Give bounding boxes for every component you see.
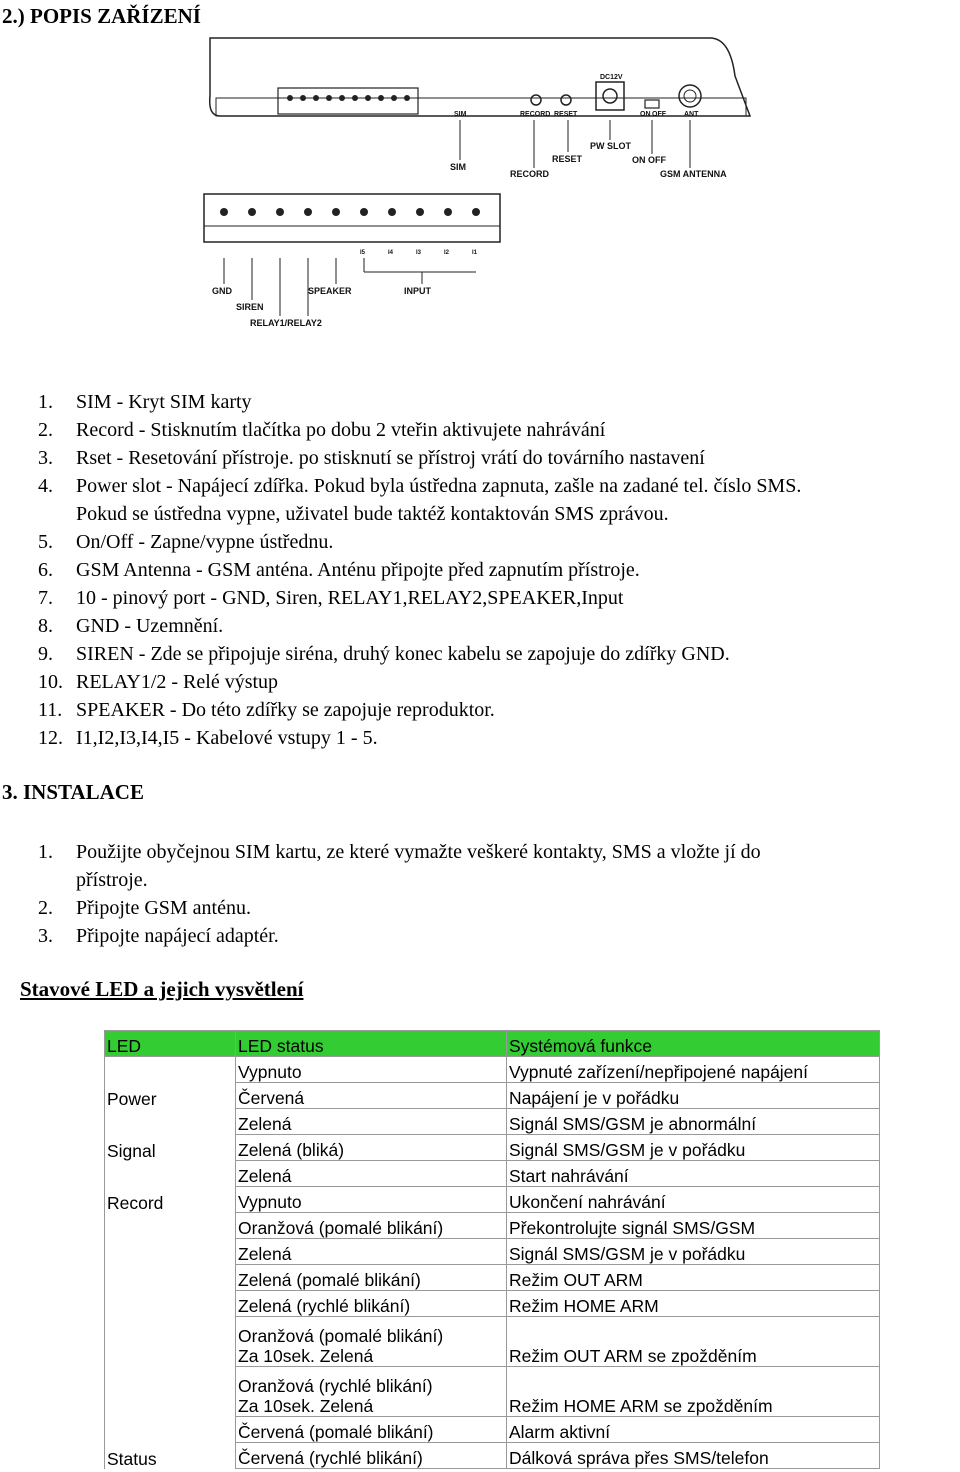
led-table (104, 1030, 880, 1469)
list-item: 1. SIM - Kryt SIM karty (38, 391, 252, 413)
callout-on-off: ON OFF (632, 155, 666, 165)
list-item: 12. I1,I2,I3,I4,I5 - Kabelové vstupy 1 - 5. (38, 727, 378, 749)
callout-sim: SIM (450, 162, 467, 172)
status-cell: Vypnuto (236, 1187, 507, 1213)
list-item: 2. Record - Stisknutím tlačítka po dobu 2 vteřin aktivujete nahrávání (38, 419, 606, 441)
on-off-switch (645, 100, 659, 108)
device-panel (216, 98, 746, 116)
header-system-function: Systémová funkce (507, 1031, 880, 1057)
led-cell (105, 1417, 236, 1443)
led-cell: Record (105, 1187, 236, 1213)
led-title: Stavové LED a jejich vysvětlení (20, 977, 304, 1001)
list-item: Pokud se ústředna vypne, uživatel bude taktéž kontaktován SMS zprávou. (76, 503, 669, 525)
section-title: 2.) POPIS ZAŘÍZENÍ (2, 4, 201, 28)
led-cell (105, 1317, 236, 1367)
function-cell: Překontrolujte signál SMS/GSM (507, 1213, 880, 1239)
led-cell (105, 1367, 236, 1417)
list-item: 10. RELAY1/2 - Relé výstup (38, 671, 279, 693)
label-speaker: SPEAKER (308, 286, 352, 296)
status-cell: Oranžová (rychlé blikání) Za 10sek. Zelená (236, 1367, 507, 1417)
status-cell: Zelená (bliká) (236, 1135, 507, 1161)
antenna-port (679, 85, 701, 107)
led-cell (105, 1057, 236, 1083)
led-cell (105, 1213, 236, 1239)
list-item: 5. On/Off - Zapne/vypne ústřednu. (38, 531, 334, 553)
function-cell: Signál SMS/GSM je abnormální (507, 1109, 880, 1135)
led-cell (105, 1161, 236, 1187)
function-cell: Režim HOME ARM (507, 1291, 880, 1317)
function-cell: Režim OUT ARM se zpožděním (507, 1317, 880, 1367)
function-cell: Napájení je v pořádku (507, 1083, 880, 1109)
list-item: 3. Rset - Resetování přístroje. po stisknutí se přístroj vrátí do továrního nastavení (38, 447, 705, 469)
function-cell: Signál SMS/GSM je v pořádku (507, 1239, 880, 1265)
label-record-top: RECORD (520, 111, 551, 118)
callout-record: RECORD (510, 169, 550, 179)
status-cell: Zelená (236, 1109, 507, 1135)
label-ant: ANT (684, 111, 699, 118)
status-cell: Červená (rychlé blikání) (236, 1443, 507, 1469)
reset-button (561, 95, 571, 105)
function-cell: Signál SMS/GSM je v pořádku (507, 1135, 880, 1161)
list-item: 6. GSM Antenna - GSM anténa. Anténu připojte před zapnutím přístroje. (38, 559, 640, 581)
led-cell (105, 1291, 236, 1317)
table-row (105, 1443, 880, 1469)
function-cell: Alarm aktivní (507, 1417, 880, 1443)
terminal-i1: I1 (472, 250, 478, 256)
install-title: 3. INSTALACE (2, 780, 144, 804)
status-cell: Zelená (236, 1161, 507, 1187)
led-cell (105, 1109, 236, 1135)
function-cell: Vypnuté zařízení/nepřipojené napájení (507, 1057, 880, 1083)
device-diagram (190, 36, 770, 336)
led-table-body (105, 1057, 880, 1469)
label-gnd: GND (212, 286, 232, 296)
table-row (105, 1135, 880, 1161)
table-row (105, 1213, 880, 1239)
device-outline (210, 38, 750, 116)
header-led: LED (105, 1031, 236, 1057)
table-row (105, 1317, 880, 1367)
status-cell: Oranžová (pomalé blikání) (236, 1213, 507, 1239)
terminal-i5: I5 (360, 250, 366, 256)
record-button (531, 95, 541, 105)
device-diagram-svg (190, 36, 770, 336)
led-cell: Power (105, 1083, 236, 1109)
terminal-i2: I2 (444, 250, 450, 256)
label-input: INPUT (404, 286, 431, 296)
function-cell: Režim OUT ARM (507, 1265, 880, 1291)
led-cell: Status (105, 1443, 236, 1469)
list-item: 1. Použijte obyčejnou SIM kartu, ze které vymažte veškeré kontakty, SMS a vložte jí do (38, 841, 761, 863)
status-cell: Zelená (rychlé blikání) (236, 1291, 507, 1317)
callout-reset: RESET (552, 154, 583, 164)
list-item: 9. SIREN - Zde se připojuje siréna, druhý konec kabelu se zapojuje do zdířky GND. (38, 643, 730, 665)
top-terminal-block (278, 88, 418, 114)
install-list (38, 838, 918, 950)
callout-gsm-antenna: GSM ANTENNA (660, 169, 727, 179)
list-item: 4. Power slot - Napájecí zdířka. Pokud byla ústředna zapnuta, zašle na zadané tel. číslo SMS. (38, 475, 802, 497)
table-row (105, 1367, 880, 1417)
bottom-terminal-screws (220, 208, 480, 216)
status-cell: Oranžová (pomalé blikání) Za 10sek. Zelená (236, 1317, 507, 1367)
label-siren: SIREN (236, 302, 264, 312)
label-off: OFF (652, 111, 666, 118)
list-item: 8. GND - Uzemnění. (38, 615, 224, 637)
status-cell: Zelená (236, 1239, 507, 1265)
terminal-i3: I3 (416, 250, 422, 256)
table-row (105, 1291, 880, 1317)
table-row (105, 1083, 880, 1109)
label-dc12v: DC12V (600, 74, 623, 81)
function-cell: Dálková správa přes SMS/telefon (507, 1443, 880, 1469)
led-cell: Signal (105, 1135, 236, 1161)
header-led-status: LED status (236, 1031, 507, 1057)
table-row (105, 1265, 880, 1291)
list-item: 7. 10 - pinový port - GND, Siren, RELAY1,RELAY2,SPEAKER,Input (38, 587, 624, 609)
status-cell: Zelená (pomalé blikání) (236, 1265, 507, 1291)
label-sim-top: SIM (454, 111, 467, 118)
status-cell: Vypnuto (236, 1057, 507, 1083)
table-row (105, 1109, 880, 1135)
dc12v-port (596, 82, 624, 110)
label-on: ON (640, 111, 651, 118)
table-row (105, 1417, 880, 1443)
callout-pw-slot: PW SLOT (590, 141, 631, 151)
list-item: 11. SPEAKER - Do této zdířky se zapojuje reproduktor. (38, 699, 495, 721)
terminal-i4: I4 (388, 250, 394, 256)
description-list (38, 388, 938, 752)
table-row (105, 1187, 880, 1213)
function-cell: Režim HOME ARM se zpožděním (507, 1367, 880, 1417)
list-item: přístroje. (76, 869, 148, 891)
list-item: 2. Připojte GSM anténu. (38, 897, 251, 919)
status-cell: Červená (236, 1083, 507, 1109)
status-cell: Červená (pomalé blikání) (236, 1417, 507, 1443)
led-cell (105, 1239, 236, 1265)
table-row (105, 1057, 880, 1083)
table-row (105, 1239, 880, 1265)
function-cell: Start nahrávání (507, 1161, 880, 1187)
list-item: 3. Připojte napájecí adaptér. (38, 925, 279, 947)
table-header-row (105, 1031, 880, 1057)
label-reset-top: RESET (554, 111, 578, 118)
label-relay: RELAY1/RELAY2 (250, 318, 322, 328)
led-cell (105, 1265, 236, 1291)
table-row (105, 1161, 880, 1187)
bottom-terminal-block (204, 194, 500, 242)
function-cell: Ukončení nahrávání (507, 1187, 880, 1213)
